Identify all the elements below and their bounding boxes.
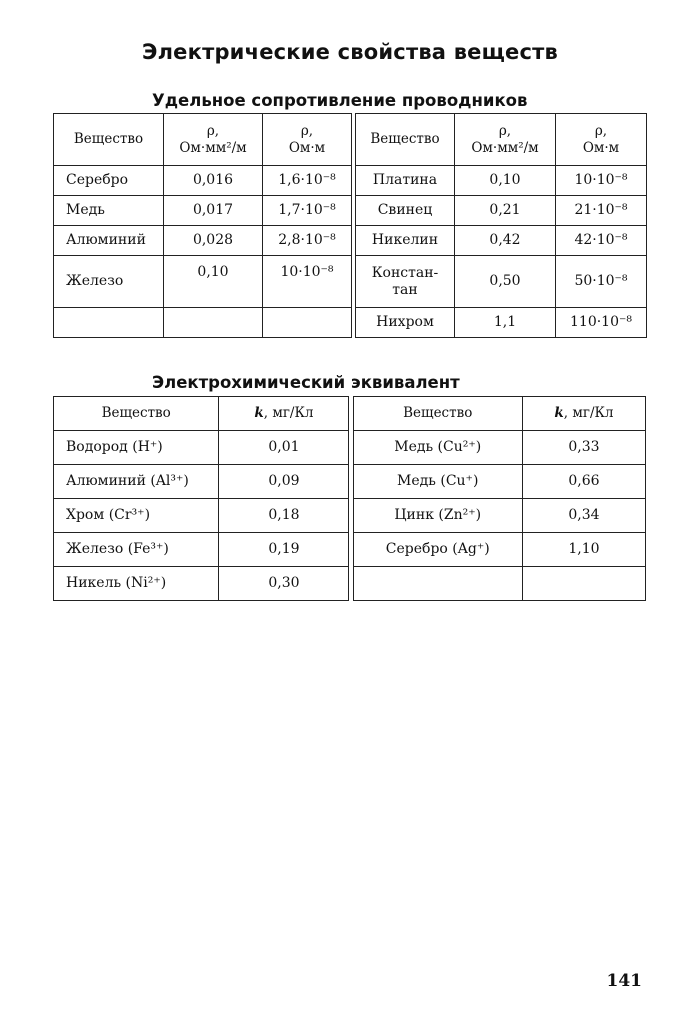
substance-cell: Медь (Cu⁺) <box>353 465 522 499</box>
empty-cell <box>54 308 164 338</box>
substance-cell: Никель (Ni²⁺) <box>54 567 219 601</box>
value-cell: 0,028 <box>164 226 263 256</box>
empty-cell <box>522 567 645 601</box>
substance-cell: Хром (Cr³⁺) <box>54 499 219 533</box>
value-cell: 0,42 <box>455 226 556 256</box>
table-row <box>54 465 646 499</box>
resistivity-table <box>53 113 647 338</box>
table-row <box>54 533 646 567</box>
value-cell: 1,7·10⁻⁸ <box>263 196 352 226</box>
value-cell: 0,34 <box>522 499 645 533</box>
column-header-rho-m: ρ, Ом·м <box>263 114 352 166</box>
table-row <box>54 431 646 465</box>
empty-cell <box>353 567 522 601</box>
value-cell: 0,10 <box>455 166 556 196</box>
electrochem-table <box>53 396 646 601</box>
value-cell: 110·10⁻⁸ <box>556 308 647 338</box>
value-cell: 0,30 <box>219 567 349 601</box>
value-cell: 10·10⁻⁸ <box>263 256 352 308</box>
value-cell: 42·10⁻⁸ <box>556 226 647 256</box>
value-cell: 0,017 <box>164 196 263 226</box>
value-cell: 10·10⁻⁸ <box>556 166 647 196</box>
substance-cell: Серебро (Ag⁺) <box>353 533 522 567</box>
empty-cell <box>164 308 263 338</box>
value-cell: 0,10 <box>164 256 263 308</box>
substance-cell: Серебро <box>54 166 164 196</box>
value-cell: 50·10⁻⁸ <box>556 256 647 308</box>
value-cell: 0,33 <box>522 431 645 465</box>
value-cell: 0,01 <box>219 431 349 465</box>
substance-cell: Цинк (Zn²⁺) <box>353 499 522 533</box>
table-row <box>54 256 647 308</box>
table-header-row <box>54 114 647 166</box>
page-title: Электрические свойства веществ <box>141 40 558 64</box>
substance-cell: Никелин <box>356 226 455 256</box>
table-row <box>54 567 646 601</box>
substance-cell: Медь <box>54 196 164 226</box>
electrochem-table-title: Электрохимический эквивалент <box>152 373 460 392</box>
substance-cell: Железо <box>54 256 164 308</box>
substance-cell: Нихром <box>356 308 455 338</box>
table-row <box>54 308 647 338</box>
table-row <box>54 196 647 226</box>
value-cell: 0,18 <box>219 499 349 533</box>
value-cell: 1,10 <box>522 533 645 567</box>
substance-cell: Медь (Cu²⁺) <box>353 431 522 465</box>
column-header-rho-m: ρ, Ом·м <box>556 114 647 166</box>
column-header-rho-mm2: ρ, Ом·мм²/м <box>455 114 556 166</box>
value-cell: 1,6·10⁻⁸ <box>263 166 352 196</box>
value-cell: 0,66 <box>522 465 645 499</box>
table-row <box>54 166 647 196</box>
substance-cell: Алюминий <box>54 226 164 256</box>
table-row <box>54 499 646 533</box>
substance-cell: Алюминий (Al³⁺) <box>54 465 219 499</box>
column-header-rho-mm2: ρ, Ом·мм²/м <box>164 114 263 166</box>
column-header-k: k, мг/Кл <box>219 397 349 431</box>
value-cell: 0,21 <box>455 196 556 226</box>
page-number: 141 <box>606 971 642 991</box>
value-cell: 0,50 <box>455 256 556 308</box>
column-header-substance: Вещество <box>356 114 455 166</box>
substance-cell: Железо (Fe³⁺) <box>54 533 219 567</box>
value-cell: 0,19 <box>219 533 349 567</box>
value-cell: 0,09 <box>219 465 349 499</box>
value-cell: 0,016 <box>164 166 263 196</box>
table-row <box>54 226 647 256</box>
column-header-substance: Вещество <box>54 397 219 431</box>
column-header-substance: Вещество <box>54 114 164 166</box>
substance-cell: Платина <box>356 166 455 196</box>
column-header-k: k, мг/Кл <box>522 397 645 431</box>
substance-cell: Свинец <box>356 196 455 226</box>
table-header-row <box>54 397 646 431</box>
value-cell: 2,8·10⁻⁸ <box>263 226 352 256</box>
substance-cell: Водород (H⁺) <box>54 431 219 465</box>
resistivity-table-title: Удельное сопротивление проводников <box>152 91 528 110</box>
substance-cell: Констан- тан <box>356 256 455 308</box>
value-cell: 21·10⁻⁸ <box>556 196 647 226</box>
column-header-substance: Вещество <box>353 397 522 431</box>
empty-cell <box>263 308 352 338</box>
value-cell: 1,1 <box>455 308 556 338</box>
